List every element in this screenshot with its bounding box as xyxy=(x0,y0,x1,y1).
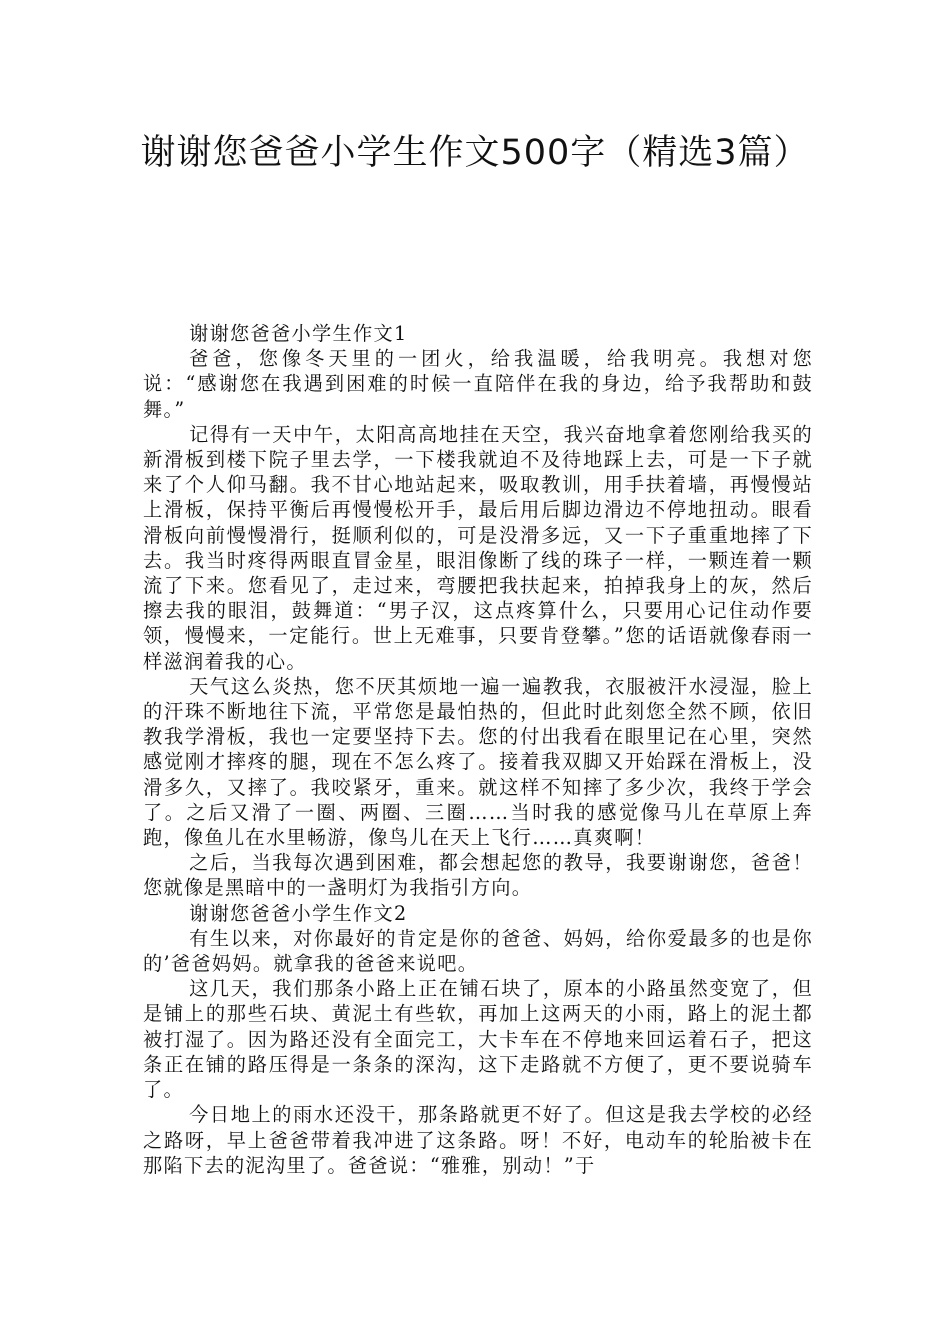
paragraph: 这几天，我们那条小路上正在铺石块了，原本的小路虽然变宽了，但是铺上的那些石块、黄泥土有些软，再加上这两天的小雨，路上的泥土都被打湿了。因为路还没有全面完工，大卡车在不停地来回运着石子，把这条正在铺的路压得是一条条的深沟，这下走路就不方便了，更不要说骑车了。 xyxy=(143,977,813,1102)
paragraph: 今日地上的雨水还没干，那条路就更不好了。但这是我去学校的必经之路呀，早上爸爸带着我冲进了这条路。呀！不好，电动车的轮胎被卡在那陷下去的泥沟里了。爸爸说：“雅雅，别动！”于 xyxy=(143,1103,813,1177)
document-title: 谢谢您爸爸小学生作文500字（精选3篇） xyxy=(140,133,810,173)
paragraph: 记得有一天中午，太阳高高地挂在天空，我兴奋地拿着您刚给我买的新滑板到楼下院子里去学，一下楼我就迫不及待地踩上去，可是一下子就来了个人仰马翻。我不甘心地站起来，吸取教训，用手扶着墙，再慢慢站上滑板，保持平衡后再慢慢松开手，最后用后脚边滑边不停地扭动。眼看滑板向前慢慢滑行，挺顺利似的，可是没滑多远，又一下子重重地摔了下去。我当时疼得两眼直冒金星，眼泪像断了线的珠子一样，一颗连着一颗流了下来。您看见了，走过来，弯腰把我扶起来，拍掉我身上的灰，然后擦去我的眼泪，鼓舞道：“男子汉，这点疼算什么，只要用心记住动作要领，慢慢来，一定能行。世上无难事，只要肯登攀。”您的话语就像春雨一样滋润着我的心。 xyxy=(143,422,813,673)
paragraph: 天气这么炎热，您不厌其烦地一遍一遍教我，衣服被汗水浸湿，脸上的汗珠不断地往下流，平常您是最怕热的，但此时此刻您全然不顾，依旧教我学滑板，我也一定要坚持下去。您的付出我看在眼里记在心里，突然感觉刚才摔疼的腿，现在不怎么疼了。接着我双脚又开始踩在滑板上，没滑多久，又摔了。我咬紧牙，重来。就这样不知摔了多少次，我终于学会了。之后又滑了一圈、两圈、三圈……当时我的感觉像马儿在草原上奔跑，像鱼儿在水里畅游，像鸟儿在天上飞行……真爽啊！ xyxy=(143,674,813,850)
document-body xyxy=(143,321,813,1178)
section-heading-1: 谢谢您爸爸小学生作文1 xyxy=(189,322,408,345)
paragraph: 有生以来，对你最好的肯定是你的爸爸、妈妈，给你爱最多的也是你的’爸爸妈妈。就拿我的爸爸来说吧。 xyxy=(143,926,813,976)
section-heading-2: 谢谢您爸爸小学生作文2 xyxy=(189,901,408,925)
paragraph: 爸爸，您像冬天里的一团火，给我温暖，给我明亮。我想对您说：“感谢您在我遇到困难的时候一直陪伴在我的身边，给予我帮助和鼓舞。” xyxy=(143,347,813,421)
paragraph: 之后，当我每次遇到困难，都会想起您的教导，我要谢谢您，爸爸！您就像是黑暗中的一盏明灯为我指引方向。 xyxy=(143,851,813,900)
